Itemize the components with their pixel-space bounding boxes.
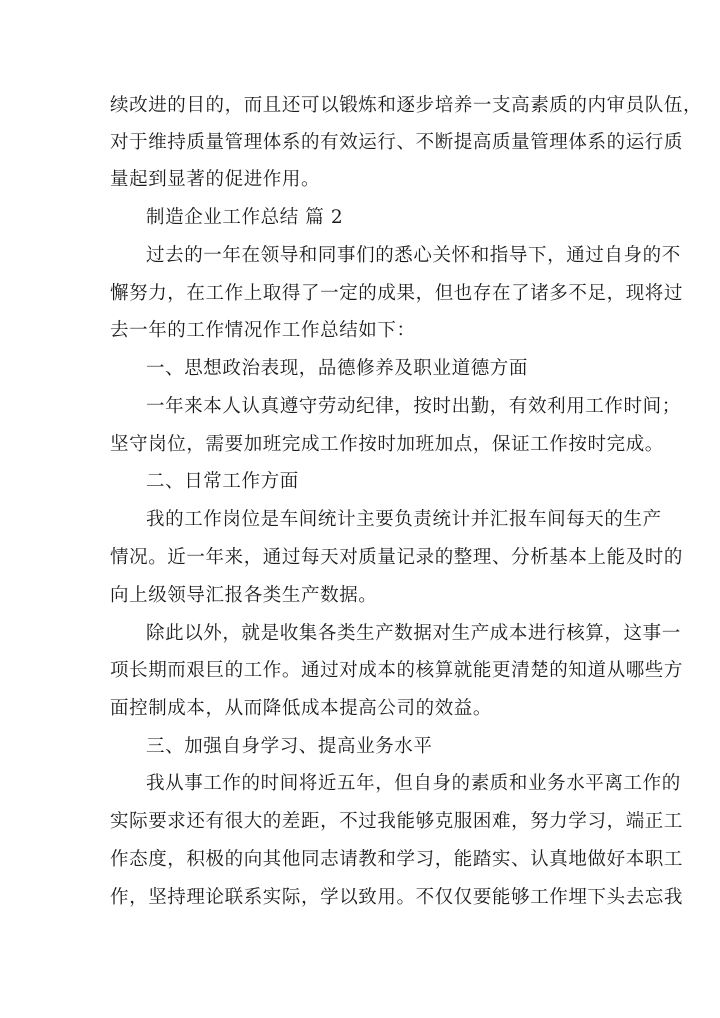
section-heading: 二、日常工作方面 <box>146 471 299 492</box>
section-heading: 一、思想政治表现，品德修养及职业道德方面 <box>146 358 529 379</box>
paragraph-line: 去一年的工作情况作工作总结如下： <box>110 320 416 341</box>
paragraph-line: 量起到显著的促进作用。 <box>110 169 321 190</box>
paragraph-line: 过去的一年在领导和同事们的悉心关怀和指导下，通过自身的不 <box>146 245 681 266</box>
paragraph-line: 续改进的目的，而且还可以锻炼和逐步培养一支高素质的内审员队伍， <box>110 95 703 116</box>
paragraph-line: 项长期而艰巨的工作。通过对成本的核算就能更清楚的知道从哪些方 <box>110 660 684 681</box>
section-title: 制造企业工作总结 篇 2 <box>146 207 344 228</box>
paragraph-line: 对于维持质量管理体系的有效运行、不断提高质量管理体系的运行质 <box>110 132 684 153</box>
paragraph-line: 坚守岗位，需要加班完成工作按时加班加点，保证工作按时完成。 <box>110 434 664 455</box>
paragraph-line: 作态度，积极的向其他同志请教和学习，能踏实、认真地做好本职工 <box>110 849 684 870</box>
paragraph-line: 面控制成本，从而降低成本提高公司的效益。 <box>110 698 493 719</box>
paragraph-line: 除此以外，就是收集各类生产数据对生产成本进行核算，这事一 <box>146 623 681 644</box>
section-heading: 三、加强自身学习、提高业务水平 <box>146 736 433 757</box>
paragraph-line: 我的工作岗位是车间统计主要负责统计并汇报车间每天的生产 <box>146 509 662 530</box>
paragraph-line: 情况。近一年来，通过每天对质量记录的整理、分析基本上能及时的 <box>110 547 684 568</box>
paragraph-line: 一年来本人认真遵守劳动纪律，按时出勤，有效利用工作时间； <box>146 396 681 417</box>
paragraph-line: 我从事工作的时间将近五年，但自身的素质和业务水平离工作的 <box>146 773 681 794</box>
paragraph-line: 作，坚持理论联系实际，学以致用。不仅仅要能够工作埋下头去忘我 <box>110 887 684 908</box>
paragraph-line: 向上级领导汇报各类生产数据。 <box>110 585 378 606</box>
paragraph-line: 懈努力，在工作上取得了一定的成果，但也存在了诸多不足，现将过 <box>110 283 684 304</box>
paragraph-line: 实际要求还有很大的差距，不过我能够克服困难，努力学习，端正工 <box>110 811 684 832</box>
